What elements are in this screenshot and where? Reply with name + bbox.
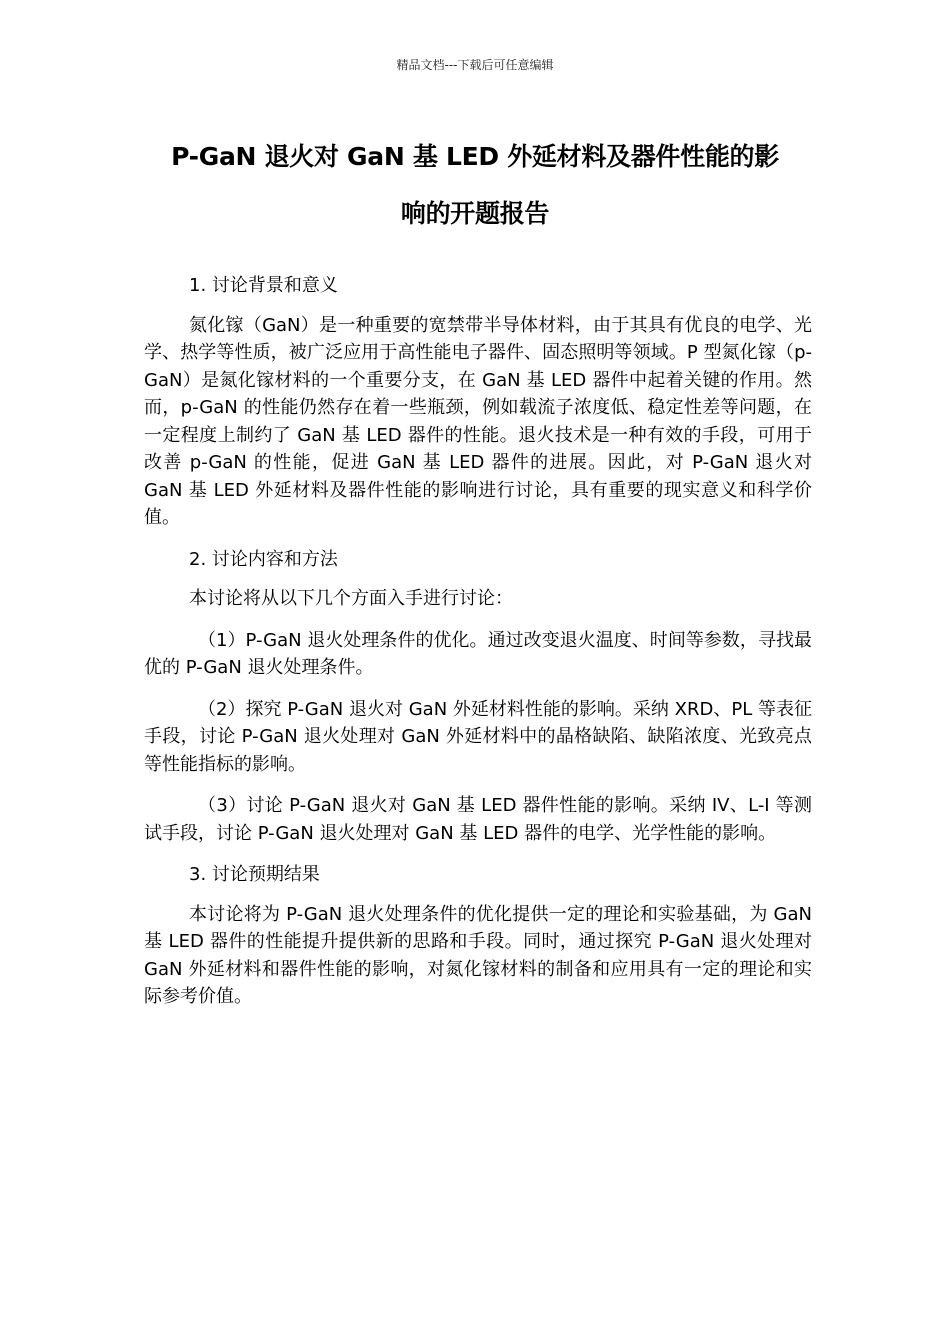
title-line-1: P-GaN 退火对 GaN 基 LED 外延材料及器件性能的影 bbox=[171, 142, 779, 171]
page-header: 精品文档---下载后可任意编辑 bbox=[396, 58, 554, 72]
section-2-item-3: （3）讨论 P-GaN 退火对 GaN 基 LED 器件性能的影响。采纳 IV、L-I 等测试手段，讨论 P-GaN 退火处理对 GaN 基 LED 器件的电学、光学性能的影响。 bbox=[144, 795, 812, 844]
section-3-paragraph: 本讨论将为 P-GaN 退火处理条件的优化提供一定的理论和实验基础，为 GaN 基 LED 器件的性能提升提供新的思路和手段。同时，通过探究 P-GaN 退火处理对 GaN 外延材料和器件性能的影响，对氮化镓材料的制备和应用具有一定的理论和实际参考价值。 bbox=[144, 903, 812, 1007]
section-1-paragraph: 氮化镓（GaN）是一种重要的宽禁带半导体材料，由于其具有优良的电学、光学、热学等性质，被广泛应用于高性能电子器件、固态照明等领域。P 型氮化镓（p-GaN）是氮化镓材料的一个重要分支，在 GaN 基 LED 器件中起着关键的作用。然而，p-GaN 的性能仍然存在着一些瓶颈，例如载流子浓度低、稳定性差等问题，在一定程度上制约了 GaN 基 LED 器件的性能。退火技术是一种有效的手段，可用于改善 p-GaN 的性能，促进 GaN 基 LED 器件的进展。因此，对 P-GaN 退火对 GaN 基 LED 外延材料及器件性能的影响进行讨论，具有重要的现实意义和科学价值。 bbox=[144, 314, 812, 528]
document-body bbox=[144, 272, 812, 1025]
section-2-item-2: （2）探究 P-GaN 退火对 GaN 外延材料性能的影响。采纳 XRD、PL 等表征手段，讨论 P-GaN 退火处理对 GaN 外延材料中的晶格缺陷、缺陷浓度、光致亮点等性能指标的影响。 bbox=[144, 698, 812, 775]
section-2-intro: 本讨论将从以下几个方面入手进行讨论： bbox=[189, 588, 513, 609]
section-3-heading: 3. 讨论预期结果 bbox=[189, 864, 320, 885]
section-1-heading: 1. 讨论背景和意义 bbox=[189, 275, 338, 296]
title-line-2: 响的开题报告 bbox=[400, 199, 550, 228]
section-2-item-1: （1）P-GaN 退火处理条件的优化。通过改变退火温度、时间等参数，寻找最优的 P-GaN 退火处理条件。 bbox=[144, 629, 812, 678]
document-title bbox=[130, 128, 820, 242]
section-2-heading: 2. 讨论内容和方法 bbox=[189, 548, 338, 570]
